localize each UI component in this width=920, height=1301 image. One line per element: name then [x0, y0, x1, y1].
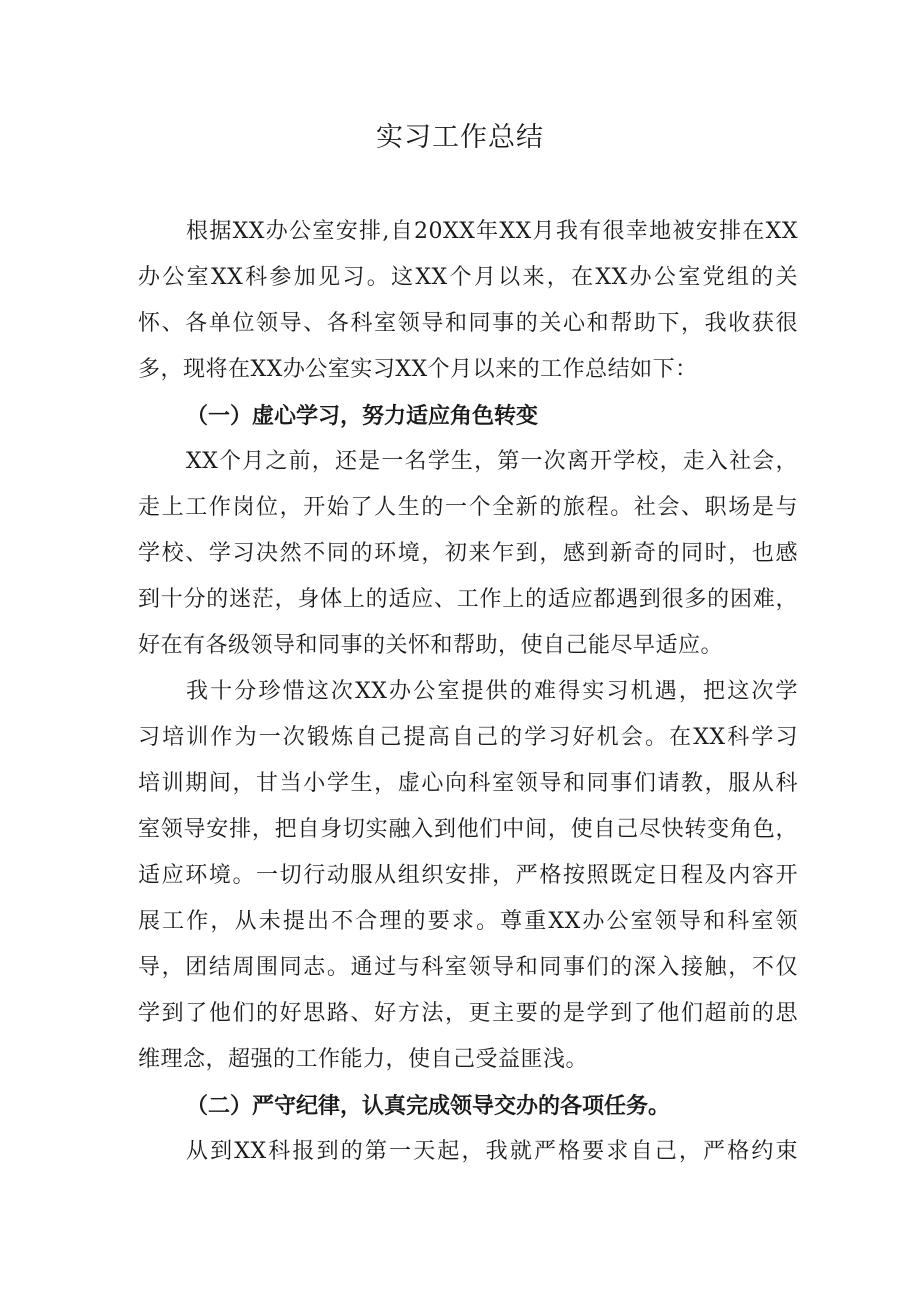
section-heading-1: （一）虚心学习，努力适应角色转变: [186, 403, 539, 429]
paragraph-3-line: 我十分珍惜这次XX办公室提供的难得实习机遇，把这次学: [186, 679, 798, 704]
paragraph-2-line: XX个月之前，还是一名学生，第一次离开学校，走入社会，: [186, 449, 798, 474]
paragraph-3-line: 学到了他们的好思路、好方法，更主要的是学到了他们超前的思: [138, 1001, 798, 1026]
paragraph-3-line: 室领导安排，把自身切实融入到他们中间，使自己尽快转变角色，: [138, 817, 798, 842]
paragraph-3-line: 导，团结周围同志。通过与科室领导和同事们的深入接触，不仅: [138, 955, 798, 980]
paragraph-4-line: 从到XX科报到的第一天起，我就严格要求自己，严格约束: [186, 1139, 798, 1164]
paragraph-3-line: 适应环境。一切行动服从组织安排，严格按照既定日程及内容开: [138, 863, 798, 888]
paragraph-3-line: 维理念，超强的工作能力，使自己受益匪浅。: [138, 1047, 589, 1072]
paragraph-3-line: 习培训作为一次锻炼自己提高自己的学习好机会。在XX科学习: [138, 725, 798, 750]
paragraph-1-line: 怀、各单位领导、各科室领导和同事的关心和帮助下，我收获很: [138, 311, 798, 336]
document-title: 实习工作总结: [376, 122, 544, 153]
paragraph-1-line: 根据XX办公室安排,自20XX年XX月我有很幸地被安排在XX: [186, 219, 798, 244]
paragraph-2-line: 到十分的迷茫，身体上的适应、工作上的适应都遇到很多的困难，: [138, 587, 798, 612]
paragraph-3-line: 展工作，从未提出不合理的要求。尊重XX办公室领导和科室领: [138, 909, 798, 934]
paragraph-1-line: 多，现将在XX办公室实习XX个月以来的工作总结如下：: [138, 357, 698, 382]
paragraph-2-line: 学校、学习决然不同的环境，初来乍到，感到新奇的同时，也感: [138, 541, 798, 566]
paragraph-3-line: 培训期间，甘当小学生，虚心向科室领导和同事们请教，服从科: [138, 771, 798, 796]
section-heading-2: （二）严守纪律，认真完成领导交办的各项任务。: [186, 1093, 671, 1119]
paragraph-1-line: 办公室XX科参加见习。这XX个月以来，在XX办公室党组的关: [138, 265, 798, 290]
paragraph-2-line: 好在有各级领导和同事的关怀和帮助，使自己能尽早适应。: [138, 633, 724, 658]
paragraph-2-line: 走上工作岗位，开始了人生的一个全新的旅程。社会、职场是与: [138, 495, 798, 520]
